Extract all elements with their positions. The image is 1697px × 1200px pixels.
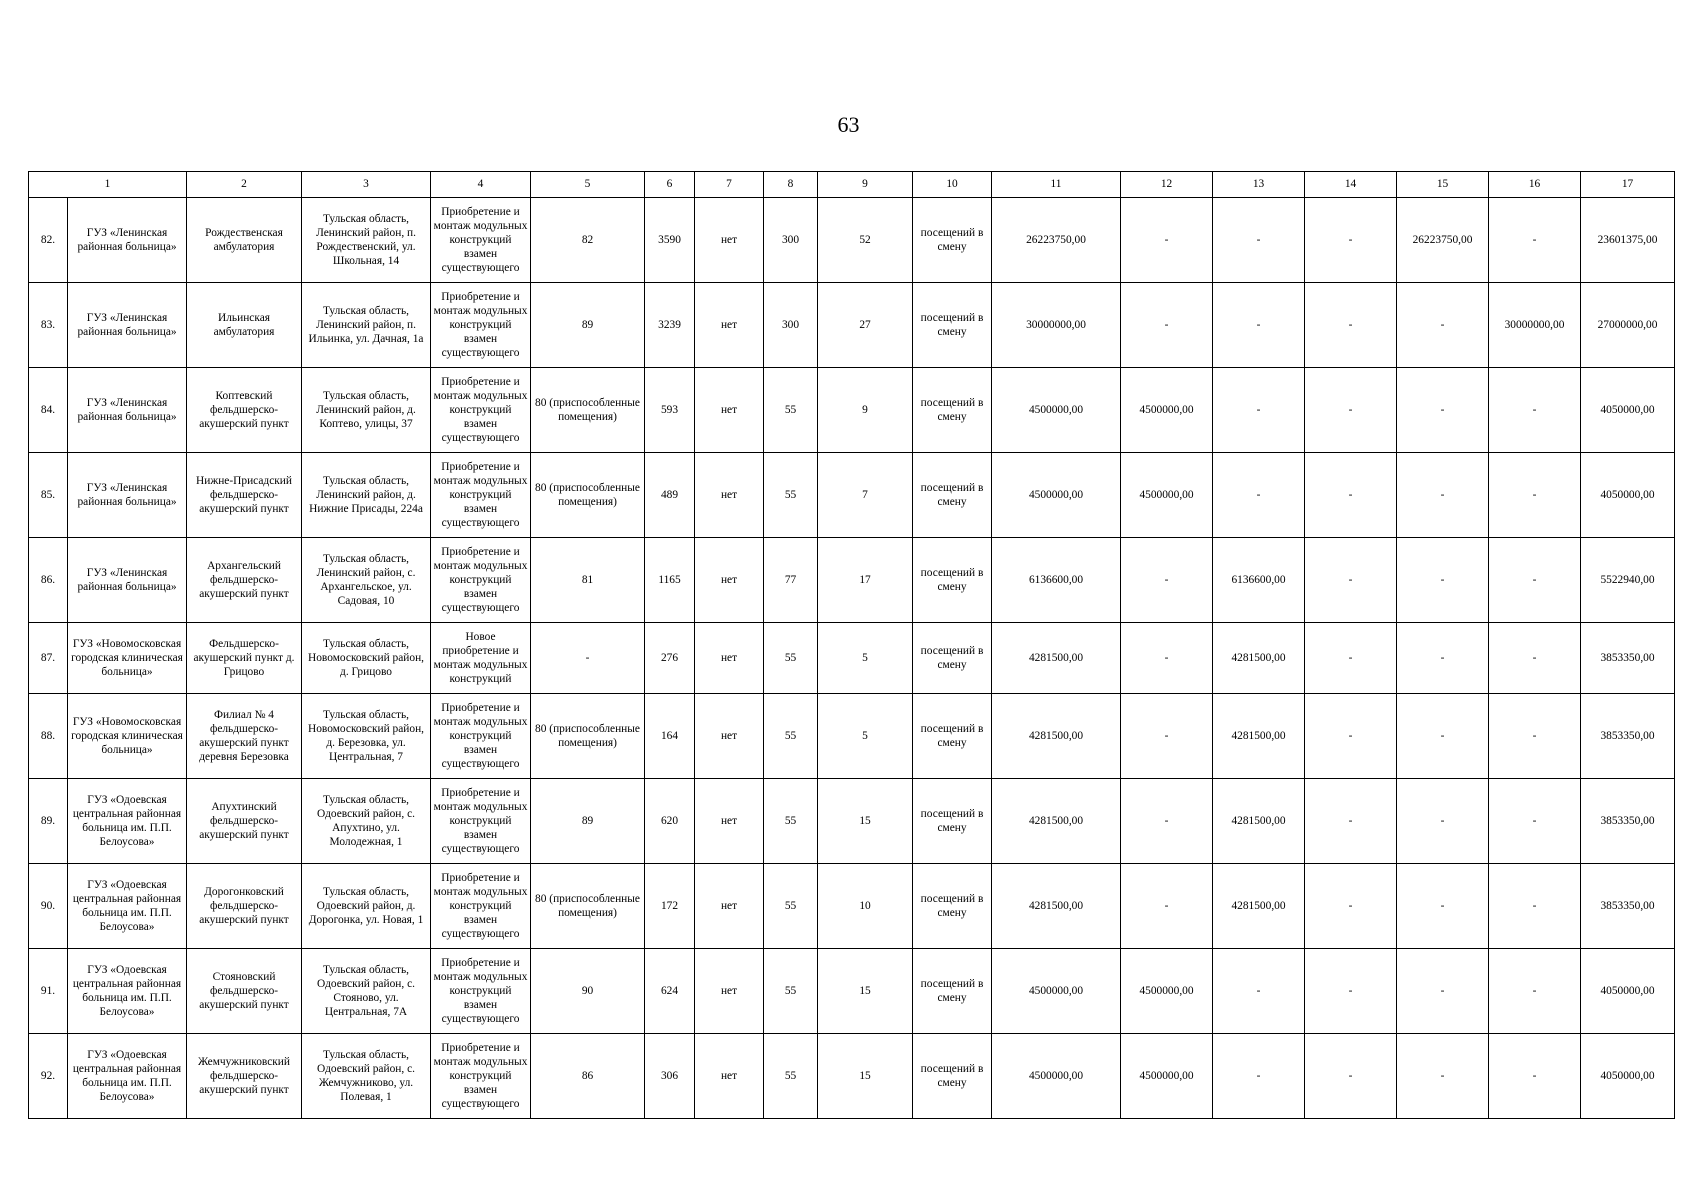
organization-cell: ГУЗ «Новомосковская городская клиническая больница»: [68, 694, 187, 779]
work-type-cell: Приобретение и монтаж модульных конструкций взамен существующего: [431, 779, 531, 864]
organization-cell: ГУЗ «Одоевская центральная районная больница им. П.П. Белоусова»: [68, 864, 187, 949]
col11-cell: 4281500,00: [992, 623, 1121, 694]
facility-cell: Архангельский фельдшерско-акушерский пункт: [187, 538, 302, 623]
row-number-cell: 92.: [29, 1034, 68, 1119]
col15-cell: -: [1397, 453, 1489, 538]
col6-cell: 164: [645, 694, 695, 779]
col6-cell: 306: [645, 1034, 695, 1119]
table-row: [29, 864, 1675, 949]
col12-cell: 4500000,00: [1121, 949, 1213, 1034]
organization-cell: ГУЗ «Ленинская районная больница»: [68, 453, 187, 538]
col9-cell: 15: [818, 1034, 913, 1119]
address-cell: Тульская область, Ленинский район, п. Рождественский, ул. Школьная, 14: [302, 198, 431, 283]
header-cell: 15: [1397, 172, 1489, 198]
unit-cell: посещений в смену: [913, 368, 992, 453]
col9-cell: 5: [818, 694, 913, 779]
work-type-cell: Приобретение и монтаж модульных конструкций взамен существующего: [431, 453, 531, 538]
col9-cell: 9: [818, 368, 913, 453]
col8-cell: 55: [764, 368, 818, 453]
address-cell: Тульская область, Ленинский район, п. Ильинка, ул. Дачная, 1а: [302, 283, 431, 368]
col17-cell: 3853350,00: [1581, 779, 1675, 864]
col8-cell: 300: [764, 198, 818, 283]
col12-cell: 4500000,00: [1121, 1034, 1213, 1119]
col9-cell: 17: [818, 538, 913, 623]
unit-cell: посещений в смену: [913, 453, 992, 538]
col8-cell: 77: [764, 538, 818, 623]
header-cell: 3: [302, 172, 431, 198]
col5-cell: 80 (приспособленные помещения): [531, 453, 645, 538]
col12-cell: -: [1121, 198, 1213, 283]
header-cell: 2: [187, 172, 302, 198]
row-number-cell: 88.: [29, 694, 68, 779]
work-type-cell: Приобретение и монтаж модульных конструкций взамен существующего: [431, 1034, 531, 1119]
header-cell: 10: [913, 172, 992, 198]
col17-cell: 5522940,00: [1581, 538, 1675, 623]
col13-cell: 4281500,00: [1213, 779, 1305, 864]
unit-cell: посещений в смену: [913, 694, 992, 779]
table-row: [29, 623, 1675, 694]
col15-cell: -: [1397, 694, 1489, 779]
col9-cell: 15: [818, 949, 913, 1034]
col12-cell: -: [1121, 694, 1213, 779]
address-cell: Тульская область, Новомосковский район, д. Березовка, ул. Центральная, 7: [302, 694, 431, 779]
col7-cell: нет: [695, 198, 764, 283]
organization-cell: ГУЗ «Ленинская районная больница»: [68, 538, 187, 623]
header-cell: 1: [29, 172, 187, 198]
unit-cell: посещений в смену: [913, 623, 992, 694]
header-row: [29, 172, 1675, 198]
data-table: [28, 171, 1675, 1119]
work-type-cell: Новое приобретение и монтаж модульных конструкций: [431, 623, 531, 694]
col5-cell: -: [531, 623, 645, 694]
col16-cell: -: [1489, 864, 1581, 949]
row-number-cell: 91.: [29, 949, 68, 1034]
header-cell: 13: [1213, 172, 1305, 198]
col5-cell: 80 (приспособленные помещения): [531, 368, 645, 453]
col15-cell: -: [1397, 949, 1489, 1034]
col15-cell: 26223750,00: [1397, 198, 1489, 283]
col17-cell: 4050000,00: [1581, 1034, 1675, 1119]
row-number-cell: 82.: [29, 198, 68, 283]
organization-cell: ГУЗ «Ленинская районная больница»: [68, 198, 187, 283]
col12-cell: 4500000,00: [1121, 453, 1213, 538]
col16-cell: -: [1489, 949, 1581, 1034]
col11-cell: 4500000,00: [992, 1034, 1121, 1119]
col7-cell: нет: [695, 368, 764, 453]
header-cell: 7: [695, 172, 764, 198]
unit-cell: посещений в смену: [913, 198, 992, 283]
row-number-cell: 85.: [29, 453, 68, 538]
header-cell: 8: [764, 172, 818, 198]
col16-cell: -: [1489, 198, 1581, 283]
facility-cell: Ильинская амбулатория: [187, 283, 302, 368]
table-row: [29, 198, 1675, 283]
col14-cell: -: [1305, 1034, 1397, 1119]
organization-cell: ГУЗ «Ленинская районная больница»: [68, 283, 187, 368]
col13-cell: 6136600,00: [1213, 538, 1305, 623]
col17-cell: 3853350,00: [1581, 694, 1675, 779]
col17-cell: 4050000,00: [1581, 949, 1675, 1034]
page-number: 63: [837, 112, 860, 137]
col12-cell: -: [1121, 779, 1213, 864]
col15-cell: -: [1397, 368, 1489, 453]
row-number-cell: 87.: [29, 623, 68, 694]
facility-cell: Дорогонковский фельдшерско-акушерский пункт: [187, 864, 302, 949]
col9-cell: 52: [818, 198, 913, 283]
header-cell: 11: [992, 172, 1121, 198]
col14-cell: -: [1305, 694, 1397, 779]
col8-cell: 55: [764, 453, 818, 538]
row-number-cell: 84.: [29, 368, 68, 453]
col6-cell: 276: [645, 623, 695, 694]
col12-cell: -: [1121, 538, 1213, 623]
col11-cell: 6136600,00: [992, 538, 1121, 623]
col13-cell: 4281500,00: [1213, 623, 1305, 694]
row-number-cell: 86.: [29, 538, 68, 623]
unit-cell: посещений в смену: [913, 949, 992, 1034]
col7-cell: нет: [695, 864, 764, 949]
col16-cell: -: [1489, 694, 1581, 779]
facility-cell: Рождественская амбулатория: [187, 198, 302, 283]
organization-cell: ГУЗ «Одоевская центральная районная больница им. П.П. Белоусова»: [68, 1034, 187, 1119]
work-type-cell: Приобретение и монтаж модульных конструкций взамен существующего: [431, 538, 531, 623]
address-cell: Тульская область, Одоевский район, с. Стояново, ул. Центральная, 7А: [302, 949, 431, 1034]
col9-cell: 5: [818, 623, 913, 694]
col13-cell: -: [1213, 949, 1305, 1034]
organization-cell: ГУЗ «Одоевская центральная районная больница им. П.П. Белоусова»: [68, 779, 187, 864]
col7-cell: нет: [695, 779, 764, 864]
col5-cell: 86: [531, 1034, 645, 1119]
facility-cell: Стояновский фельдшерско-акушерский пункт: [187, 949, 302, 1034]
col13-cell: -: [1213, 198, 1305, 283]
facility-cell: Жемчужниковский фельдшерско-акушерский пункт: [187, 1034, 302, 1119]
col14-cell: -: [1305, 453, 1397, 538]
organization-cell: ГУЗ «Новомосковская городская клиническая больница»: [68, 623, 187, 694]
col15-cell: -: [1397, 283, 1489, 368]
col12-cell: -: [1121, 283, 1213, 368]
col13-cell: -: [1213, 368, 1305, 453]
col11-cell: 4281500,00: [992, 864, 1121, 949]
header-cell: 14: [1305, 172, 1397, 198]
facility-cell: Фельдшерско-акушерский пункт д. Грицово: [187, 623, 302, 694]
facility-cell: Филиал № 4 фельдшерско-акушерский пункт деревня Березовка: [187, 694, 302, 779]
col13-cell: 4281500,00: [1213, 694, 1305, 779]
col5-cell: 89: [531, 779, 645, 864]
col7-cell: нет: [695, 538, 764, 623]
col11-cell: 4500000,00: [992, 453, 1121, 538]
organization-cell: ГУЗ «Одоевская центральная районная больница им. П.П. Белоусова»: [68, 949, 187, 1034]
col6-cell: 593: [645, 368, 695, 453]
col8-cell: 300: [764, 283, 818, 368]
col17-cell: 23601375,00: [1581, 198, 1675, 283]
header-cell: 12: [1121, 172, 1213, 198]
table-row: [29, 1034, 1675, 1119]
col14-cell: -: [1305, 623, 1397, 694]
header-cell: 4: [431, 172, 531, 198]
col9-cell: 27: [818, 283, 913, 368]
header-cell: 6: [645, 172, 695, 198]
organization-cell: ГУЗ «Ленинская районная больница»: [68, 368, 187, 453]
col15-cell: -: [1397, 864, 1489, 949]
address-cell: Тульская область, Новомосковский район, д. Грицово: [302, 623, 431, 694]
col8-cell: 55: [764, 694, 818, 779]
col16-cell: -: [1489, 453, 1581, 538]
col6-cell: 172: [645, 864, 695, 949]
col6-cell: 489: [645, 453, 695, 538]
col11-cell: 26223750,00: [992, 198, 1121, 283]
col16-cell: 30000000,00: [1489, 283, 1581, 368]
table-row: [29, 368, 1675, 453]
col8-cell: 55: [764, 864, 818, 949]
col16-cell: -: [1489, 1034, 1581, 1119]
col7-cell: нет: [695, 1034, 764, 1119]
table-row: [29, 453, 1675, 538]
col7-cell: нет: [695, 283, 764, 368]
table-row: [29, 949, 1675, 1034]
work-type-cell: Приобретение и монтаж модульных конструкций взамен существующего: [431, 949, 531, 1034]
col14-cell: -: [1305, 949, 1397, 1034]
row-number-cell: 90.: [29, 864, 68, 949]
col11-cell: 4500000,00: [992, 368, 1121, 453]
col13-cell: -: [1213, 283, 1305, 368]
col14-cell: -: [1305, 368, 1397, 453]
col5-cell: 81: [531, 538, 645, 623]
col14-cell: -: [1305, 198, 1397, 283]
header-cell: 9: [818, 172, 913, 198]
unit-cell: посещений в смену: [913, 538, 992, 623]
col13-cell: -: [1213, 1034, 1305, 1119]
col6-cell: 624: [645, 949, 695, 1034]
col13-cell: 4281500,00: [1213, 864, 1305, 949]
address-cell: Тульская область, Одоевский район, с. Жемчужниково, ул. Полевая, 1: [302, 1034, 431, 1119]
col16-cell: -: [1489, 779, 1581, 864]
col15-cell: -: [1397, 623, 1489, 694]
col7-cell: нет: [695, 623, 764, 694]
col15-cell: -: [1397, 538, 1489, 623]
col7-cell: нет: [695, 949, 764, 1034]
col14-cell: -: [1305, 283, 1397, 368]
col12-cell: -: [1121, 623, 1213, 694]
col6-cell: 1165: [645, 538, 695, 623]
row-number-cell: 89.: [29, 779, 68, 864]
facility-cell: Апухтинский фельдшерско-акушерский пункт: [187, 779, 302, 864]
header-cell: 17: [1581, 172, 1675, 198]
work-type-cell: Приобретение и монтаж модульных конструкций взамен существующего: [431, 283, 531, 368]
col15-cell: -: [1397, 779, 1489, 864]
col8-cell: 55: [764, 1034, 818, 1119]
col11-cell: 30000000,00: [992, 283, 1121, 368]
facility-cell: Нижне-Присадский фельдшерско-акушерский пункт: [187, 453, 302, 538]
col16-cell: -: [1489, 368, 1581, 453]
table-row: [29, 779, 1675, 864]
col7-cell: нет: [695, 453, 764, 538]
col5-cell: 80 (приспособленные помещения): [531, 864, 645, 949]
col8-cell: 55: [764, 623, 818, 694]
col17-cell: 4050000,00: [1581, 368, 1675, 453]
col14-cell: -: [1305, 538, 1397, 623]
facility-cell: Коптевский фельдшерско-акушерский пункт: [187, 368, 302, 453]
col6-cell: 3590: [645, 198, 695, 283]
col16-cell: -: [1489, 538, 1581, 623]
col9-cell: 15: [818, 779, 913, 864]
col17-cell: 27000000,00: [1581, 283, 1675, 368]
col16-cell: -: [1489, 623, 1581, 694]
unit-cell: посещений в смену: [913, 283, 992, 368]
col12-cell: -: [1121, 864, 1213, 949]
work-type-cell: Приобретение и монтаж модульных конструкций взамен существующего: [431, 368, 531, 453]
unit-cell: посещений в смену: [913, 1034, 992, 1119]
work-type-cell: Приобретение и монтаж модульных конструкций взамен существующего: [431, 694, 531, 779]
col17-cell: 3853350,00: [1581, 864, 1675, 949]
col5-cell: 89: [531, 283, 645, 368]
col11-cell: 4281500,00: [992, 779, 1121, 864]
col15-cell: -: [1397, 1034, 1489, 1119]
address-cell: Тульская область, Ленинский район, с. Архангельское, ул. Садовая, 10: [302, 538, 431, 623]
col6-cell: 620: [645, 779, 695, 864]
col11-cell: 4281500,00: [992, 694, 1121, 779]
col5-cell: 82: [531, 198, 645, 283]
col14-cell: -: [1305, 779, 1397, 864]
table-row: [29, 694, 1675, 779]
unit-cell: посещений в смену: [913, 864, 992, 949]
col17-cell: 3853350,00: [1581, 623, 1675, 694]
table-row: [29, 538, 1675, 623]
col5-cell: 90: [531, 949, 645, 1034]
col17-cell: 4050000,00: [1581, 453, 1675, 538]
address-cell: Тульская область, Одоевский район, с. Апухтино, ул. Молодежная, 1: [302, 779, 431, 864]
work-type-cell: Приобретение и монтаж модульных конструкций взамен существующего: [431, 864, 531, 949]
address-cell: Тульская область, Ленинский район, д. Коптево, улицы, 37: [302, 368, 431, 453]
col8-cell: 55: [764, 779, 818, 864]
col7-cell: нет: [695, 694, 764, 779]
work-type-cell: Приобретение и монтаж модульных конструкций взамен существующего: [431, 198, 531, 283]
col14-cell: -: [1305, 864, 1397, 949]
col8-cell: 55: [764, 949, 818, 1034]
col9-cell: 10: [818, 864, 913, 949]
col11-cell: 4500000,00: [992, 949, 1121, 1034]
header-cell: 5: [531, 172, 645, 198]
address-cell: Тульская область, Одоевский район, д. Дорогонка, ул. Новая, 1: [302, 864, 431, 949]
col6-cell: 3239: [645, 283, 695, 368]
address-cell: Тульская область, Ленинский район, д. Нижние Присады, 224а: [302, 453, 431, 538]
table-row: [29, 283, 1675, 368]
col13-cell: -: [1213, 453, 1305, 538]
unit-cell: посещений в смену: [913, 779, 992, 864]
header-cell: 16: [1489, 172, 1581, 198]
col5-cell: 80 (приспособленные помещения): [531, 694, 645, 779]
col12-cell: 4500000,00: [1121, 368, 1213, 453]
col9-cell: 7: [818, 453, 913, 538]
row-number-cell: 83.: [29, 283, 68, 368]
